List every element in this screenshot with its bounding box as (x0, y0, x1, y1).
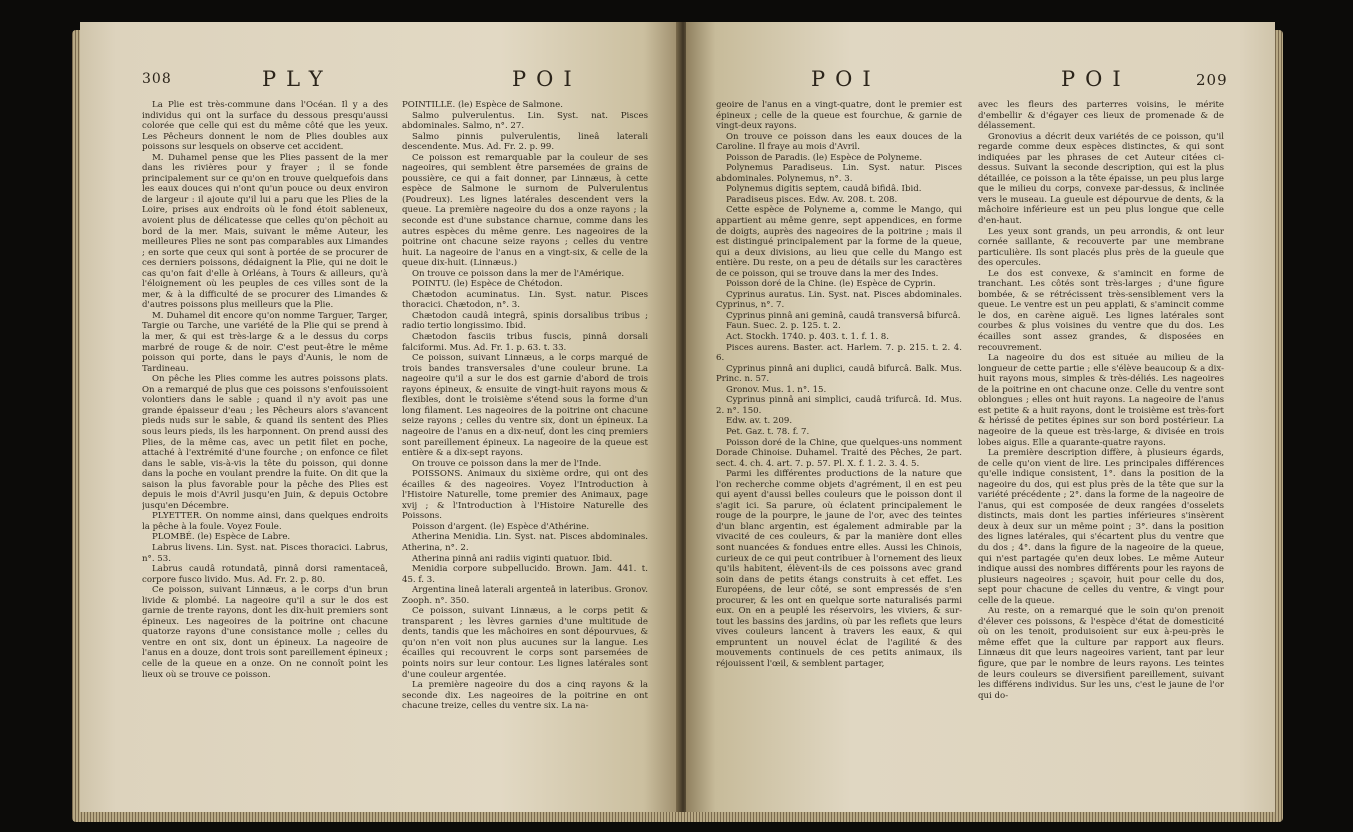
paragraph: M. Duhamel pense que les Plies passent de la mer dans les rivières pour y frayer ; il se fonde principalement sur ce qu'on en trouve quelquefois dans les eaux douces qui n'ont qu'un pouce ou deux environ de largeur : il ajoute qu'il lui a paru que les Plies de la Loire, prises aux endroits où le fond étoit sableneux, avoient plus de délicatesse que celles qu'on pêchoit au bord de la mer. Mais, suivant le même Auteur, les meilleures Plies ne sont pas comparables aux Limandes ; en sorte que ceux qui sont à portée de se procurer de ces derniers poissons, dédaignent la Plie, qui ne doit le cas qu'on fait d'elle à Orléans, à Tours & ailleurs, qu'à l'éloignement où les peuples de ces villes sont de la mer, & à la difficulté de se procurer des Limandes & d'autres poissons plus meilleurs que la Plie. (142, 152, 388, 311)
paragraph: Labrus livens. Lin. Syst. nat. Pisces thoracici. Labrus, n°. 53. (142, 542, 388, 564)
paragraph: Ce poisson est remarquable par la couleur de ses nageoires, qui semblent être parsemées de grains de poussière, ce qui a fait donner, par Linnæus, à cette espèce de Salmone le surnom de Pulverulentus (Poudreux). Les lignes latérales descendent vers la queue. La première nageoire du dos a onze rayons ; la seconde est d'une substance charnue, comme dans les autres espèces du même genre. Les nageoires de la poitrine ont chacune seize rayons ; celles du ventre huit. La nageoire de l'anus en a vingt-six, & celle de la queue dix-huit. (Linnæus.) (402, 152, 648, 269)
paragraph: Pisces aurens. Baster. act. Harlem. 7. p. 215. t. 2. 4. 6. (716, 342, 962, 364)
right-page (686, 22, 1275, 812)
paragraph: On trouve ce poisson dans la mer de l'Inde. (412, 458, 602, 469)
paragraph: Cyprinus pinnâ ani geminâ, caudâ transversâ bifurcâ. (726, 310, 961, 321)
paragraph: Act. Stockh. 1740. p. 403. t. 1. f. 1. 8. (726, 332, 889, 343)
paragraph: Faun. Suec. 2. p. 125. t. 2. (726, 321, 841, 332)
left-headword-ply: PLY (262, 67, 333, 91)
paragraph: Poisson doré de la Chine. (le) Espèce de Cyprin. (726, 279, 936, 290)
left-headword-poi: POI (512, 67, 582, 91)
paragraph: Parmi les différentes productions de la nature que l'on recherche comme objets d'agrément, il en est peu qui ayent d'aussi belles couleurs que le poisson dont il s'agit ici. Sa parure, où éclatent principalement le rouge de la pourpre, le jaune de l'or, avec des teintes d'un blanc argentin, est également admirable par la vivacité de ces couleurs, & par la manière dont elles sont nuancées & fondues entre elles. Aussi les Chinois, curieux de ce qui peut contribuer à l'ornement des lieux qu'ils habitent, élèvent-ils de ces poissons avec grand soin dans de petits étangs construits à cet effet. Les Européens, de leur côté, se sont empressés de s'en procurer, & les ont en quelque sorte naturalisés parmi eux. On en a peuplé les réservoirs, les viviers, & sur-tout les bassins des jardins, où par les reflets que leurs vives couleurs lancent à travers les eaux, & qui empruntent un nouvel éclat de l'agilité & des mouvements continuels de ces petits animaux, ils réjouissent l'œil, & semblent partager, (716, 469, 962, 669)
paragraph: Les yeux sont grands, un peu arrondis, & ont leur cornée saillante, & recouverte par une membrane particulière. Ils sont placés plus près de la gueule que des opercules. (978, 226, 1224, 269)
paragraph: Ce poisson, suivant Linnæus, a le corps petit & transparent ; les lèvres garnies d'une multitude de dents, tandis que les mâchoires en sont dépourvues, & qu'on n'en voit non plus aucunes sur la langue. Les écailles qui recouvrent le corps sont parsemées de points noirs sur leur contour. Les lignes latérales sont d'une couleur argentée. (402, 606, 648, 680)
left-column-1 (142, 100, 388, 800)
paragraph: Cette espèce de Polyneme a, comme le Mango, qui appartient au même genre, sept appendices, en forme de doigts, auprès des nageoires de la poitrine ; mais il est distingué principalement par la forme de la queue, qui a deux divisions, au lieu que celle du Mango est entière. Du reste, on a peu de détails sur les caractères de ce poisson, qui se trouve dans la mer des Indes. (716, 205, 962, 279)
paragraph: Gronov. Mus. 1. n°. 15. (726, 384, 827, 395)
paragraph: avec les fleurs des parterres voisins, le mérite d'embellir & d'égayer ces lieux de promenade & de délassement. (978, 100, 1224, 132)
paragraph: La première description diffère, à plusieurs égards, de celle qu'on vient de lire. Les principales différences qu'elle indique consistent, 1°. dans la position de la nageoire du dos, qui est plus près de la tête que sur la variété précédente ; 2°. dans la forme de la nageoire de l'anus, qui est composée de deux rangées d'osselets distincts, mais dont les parties inférieures s'insèrent deux à deux sur un même point ; 3°. dans la position des lignes latérales, qui s'écartent plus du ventre que du dos ; 4°. dans la figure de la nageoire de la queue, qui n'est partagée qu'en deux lobes. Le même Auteur indique aussi des nombres différents pour les rayons de plusieurs nageoires ; sçavoir, huit pour celle du dos, sept pour chacune de celles du ventre, & vingt pour celle de la queue. (978, 448, 1224, 606)
paragraph: Atherina Menidia. Lin. Syst. nat. Pisces abdominales. Atherina, n°. 2. (402, 532, 648, 553)
left-page-number: 308 (142, 71, 172, 87)
paragraph: Chætodon acuminatus. Lin. Syst. natur. Pisces thoracici. Chætodon, n°. 3. (402, 289, 648, 311)
paragraph: On pêche les Plies comme les autres poissons plats. On a remarqué de plus que ces poissons s'enfouissoient volontiers dans le sable ; quand il n'y avoit pas une grande épaisseur d'eau ; les Pêcheurs alors s'avancent pieds nuds sur le sable, & quand ils sentent des Plies sous leurs pieds, ils les harponnent. On prend aussi des Plies, de la même cas, avec un petit filet en poche, attaché à l'extrémité d'une fourche ; on enfonce ce filet dans le sable, vis-à-vis la tête du poisson, qui donne dans la poche en voulant prendre la fuite. On dit que la saison la plus favorable pour la pêche des Plies est depuis le mois d'Avril jusqu'en Juin, & depuis Octobre jusqu'en Décembre. (142, 374, 388, 511)
paragraph: Ce poisson, suivant Linnæus, a le corps marqué de trois bandes transversales d'une couleur brune. La nageoire qu'il a sur le dos est garnie d'abord de trois rayons épineux, & ensuite de vingt-huit rayons mous & flexibles, dont le troisième s'étend sous la forme d'un long filament. Les nageoires de la poitrine ont chacune seize rayons ; celles du ventre six, dont un épineux. La nageoire de l'anus en a dix-neuf, dont les cinq premiers sont pareillement épineux. La nageoire de la queue est entière & a dix-sept rayons. (402, 353, 648, 459)
paragraph: Chætodon caudâ integrâ, spinis dorsalibus tribus ; radio tertio longissimo. Ibid. (402, 310, 648, 332)
paragraph: Chætodon fasciis tribus fuscis, pinnâ dorsali falciformi. Mus. Ad. Fr. 1. p. 63. t. 33. (402, 332, 648, 353)
paragraph: PLOMBÉ. (le) Espèce de Labre. (152, 532, 291, 543)
paragraph: POINTILLÉ. (le) Espèce de Salmone. (402, 100, 563, 110)
left-page (80, 22, 680, 812)
paragraph: Le dos est convexe, & s'amincit en forme de tranchant. Les côtés sont très-larges ; d'une figure bombée, & se rétrécissent très-sensiblement vers la queue. Le ventre est un peu applati, & s'amincit comme le dos, en carène aiguë. Les lignes latérales sont courbes & plus voisines du ventre que du dos. Les écailles sont assez grandes, & disposées en recouvrement. (978, 268, 1224, 353)
paragraph: M. Duhamel dit encore qu'on nomme Targuer, Targer, Targie ou Tarche, une variété de la Plie qui se prend à la mer, & qui est très-large & a le dessus du corps marbré de rouge & de noir. C'est peut-être le même poisson qui porte, dans le pays d'Aunis, le nom de Tardineau. (142, 310, 388, 374)
paragraph: Au reste, on a remarqué que le soin qu'on prenoit d'élever ces poissons, & l'espèce d'état de domesticité où on les tenoit, produisoient sur eux à-peu-près le même effet que la culture par rapport aux fleurs. Linnæus dit que leurs nageoires varient, tant par leur figure, que par le nombre de leurs rayons. Les teintes de leurs couleurs se diversifient pareillement, suivant les différens individus. Sur les uns, c'est le jaune de l'or qui do- (978, 606, 1224, 701)
paragraph: Polynemus Paradiseus. Lin. Syst. natur. Pisces abdominales. Polynemus, n°. 3. (716, 163, 962, 184)
paragraph: Atherina pinnâ ani radiis viginti quatuor. Ibid. (412, 553, 613, 564)
paragraph: La nageoire du dos est située au milieu de la longueur de cette partie ; elle s'élève beaucoup & a dix-huit rayons mous, simples & très-déliés. Les nageoires de la poitrine en ont chacune onze. Celle du ventre sont oblongues ; elles ont huit rayons. La nageoire de l'anus est petite & a huit rayons, dont le troisième est très-fort & hérissé de petites épines sur son bord postérieur. La nageoire de la queue est très-large, & divisée en trois lobes aigus. Elle a quarante-quatre rayons. (978, 353, 1224, 448)
paragraph: Salmo pulverulentus. Lin. Syst. nat. Pisces abdominales. Salmo, n°. 27. (402, 110, 648, 132)
paragraph: La première nageoire du dos a cinq rayons & la seconde dix. Les nageoires de la poitrine en ont chacune treize, celles du ventre six. La na- (402, 680, 648, 712)
right-headword-poi-1: POI (811, 67, 881, 91)
paragraph: geoire de l'anus en a vingt-quatre, dont le premier est épineux ; celle de la queue est fourchue, & garnie de vingt-deux rayons. (716, 100, 962, 132)
paragraph: Menidia corpore subpellucido. Brown. Jam. 441. t. 45. f. 3. (402, 564, 648, 585)
right-column-2 (978, 100, 1224, 800)
left-column-2 (402, 100, 648, 800)
right-headword-poi-2: POI (1061, 67, 1131, 91)
paragraph: Cyprinus pinnâ ani duplici, caudâ bifurcâ. Balk. Mus. Princ. n. 57. (716, 363, 962, 385)
paragraph: Polynemus digitis septem, caudâ bifidâ. Ibid. (726, 184, 922, 195)
paragraph: Ce poisson, suivant Linnæus, a le corps d'un brun livide & plombé. La nageoire qu'il a sur le dos est garnie de trente rayons, dont les dix-huit premiers sont épineux. Les nageoires de la poitrine ont chacune quatorze rayons d'une consistance molle ; celles du ventre en ont six, dont un épineux. La nageoire de l'anus en a douze, dont trois sont pareillement épineux ; celle de la queue en a onze. On ne connoît point les lieux où se trouve ce poisson. (142, 585, 388, 680)
paragraph: La Plie est très-commune dans l'Océan. Il y a des individus qui ont la surface du dessous presqu'aussi colorée que celle qui est du même côté que les yeux. Les Pêcheurs donnent le nom de Plies doubles aux poissons sur lesquels on observe cet accident. (142, 100, 388, 153)
paragraph: Poisson d'argent. (le) Espèce d'Athérine. (412, 521, 590, 532)
paragraph: Salmo pinnis pulverulentis, lineâ laterali descendente. Mus. Ad. Fr. 2. p. 99. (402, 131, 648, 153)
paragraph: On trouve ce poisson dans les eaux douces de la Caroline. Il fraye au mois d'Avril. (716, 131, 962, 153)
paragraph: Poisson de Paradis. (le) Espèce de Polyneme. (726, 152, 923, 163)
paragraph: Cyprinus auratus. Lin. Syst. nat. Pisces abdominales. Cyprinus, n°. 7. (716, 289, 962, 311)
paragraph: Pet. Gaz. t. 78. f. 7. (726, 426, 810, 437)
open-book (80, 22, 1275, 822)
paragraph: On trouve ce poisson dans la mer de l'Amérique. (412, 268, 625, 279)
paragraph: Labrus caudâ rotundatâ, pinnâ dorsi ramentaceâ, corpore fusco livido. Mus. Ad. Fr. 2. p. 80. (142, 564, 388, 585)
paragraph: POINTU. (le) Espèce de Chétodon. (412, 279, 563, 290)
paragraph: Paradiseus pisces. Edw. Av. 208. t. 208. (726, 194, 898, 205)
paragraph: Poisson doré de la Chine, que quelques-uns nomment Dorade Chinoise. Duhamel. Traité des Pêches, 2e part. sect. 4. ch. 4. art. 7. p. 57. Pl. X. f. 1. 2. 3. 4. 5. (716, 437, 962, 469)
right-column-1 (716, 100, 962, 800)
paragraph: PLYETTER. On nomme ainsi, dans quelques endroits la pêche à la foule. Voyez Foule. (142, 511, 388, 532)
paragraph: Argentina lineâ laterali argenteâ in lateribus. Gronov. Zooph. n°. 350. (402, 585, 648, 606)
paragraph: POISSONS. Animaux du sixième ordre, qui ont des écailles & des nageoires. Voyez l'Introduction à l'Histoire Naturelle, tome premier des Animaux, page xvij ; & l'Introduction à l'Histoire Naturelle des Poissons. (402, 469, 648, 522)
paragraph: Edw. av. t. 209. (726, 416, 793, 427)
right-page-number: 209 (1196, 71, 1228, 89)
paragraph: Gronovius a décrit deux variétés de ce poisson, qu'il regarde comme deux espèces distinctes, & qui sont indiquées par les phrases de cet Auteur citées ci-dessus. Suivant la seconde description, qui est la plus détaillée, ce poisson a la tête épaisse, un peu plus large que le milieu du corps, convexe par-dessus, & inclinée vers le museau. La gueule est dépourvue de dents, & la mâchoire inférieure est un peu plus longue que celle d'en-haut. (978, 131, 1224, 227)
paragraph: Cyprinus pinnâ ani simplici, caudâ trifurcâ. Id. Mus. 2. n°. 150. (716, 395, 962, 416)
